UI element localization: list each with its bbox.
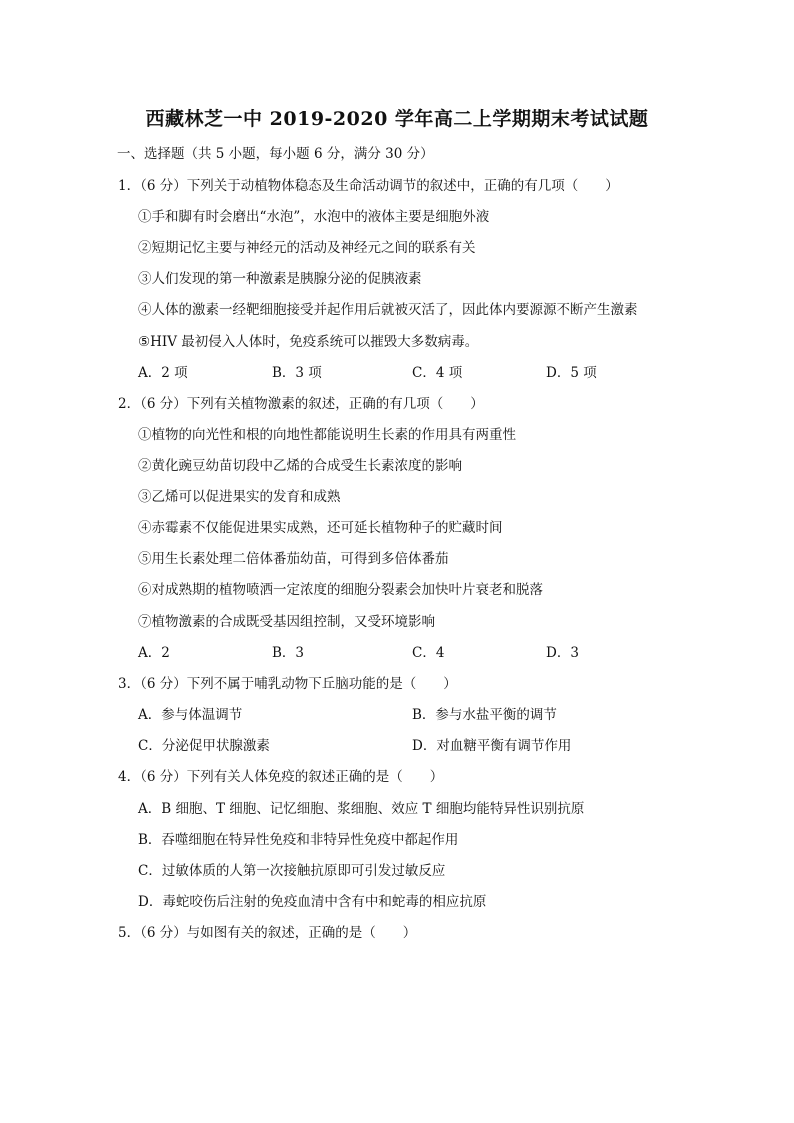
- question-2-choice-a: A．2: [138, 645, 170, 661]
- question-1-stem: 1．（6 分）下列关于动植物体稳态及生命活动调节的叙述中，正确的有几项（ ）: [118, 178, 619, 194]
- question-4-choice-a: A．B 细胞、T 细胞、记忆细胞、浆细胞、效应 T 细胞均能特异性识别抗原: [138, 801, 585, 817]
- question-1-item-3: ③人们发现的第一种激素是胰腺分泌的促胰液素: [138, 271, 422, 287]
- question-2-item-1: ①植物的向光性和根的向地性都能说明生长素的作用具有两重性: [138, 427, 516, 443]
- question-3-choice-a: A．参与体温调节: [138, 707, 243, 723]
- question-1-item-4: ④人体的激素一经靶细胞接受并起作用后就被灭活了，因此体内要源源不断产生激素: [138, 302, 638, 318]
- question-2-item-6: ⑥对成熟期的植物喷洒一定浓度的细胞分裂素会加快叶片衰老和脱落: [138, 582, 543, 598]
- question-2-item-3: ③乙烯可以促进果实的发育和成熟: [138, 489, 341, 505]
- question-1-choice-c: C．4 项: [412, 365, 463, 381]
- question-3-stem: 3．（6 分）下列不属于哺乳动物下丘脑功能的是（ ）: [118, 676, 457, 692]
- question-1-choice-a: A．2 项: [138, 365, 188, 381]
- question-2-item-2: ②黄化豌豆幼苗切段中乙烯的合成受生长素浓度的影响: [138, 458, 462, 474]
- question-2-choice-b: B．3: [272, 645, 305, 661]
- page-title: 西藏林芝一中 2019-2020 学年高二上学期期末考试试题: [145, 108, 649, 130]
- question-1-item-2: ②短期记忆主要与神经元的活动及神经元之间的联系有关: [138, 240, 476, 256]
- question-3-choice-c: C．分泌促甲状腺激素: [138, 738, 270, 754]
- question-3-choice-b: B．参与水盐平衡的调节: [412, 707, 557, 723]
- question-1-item-1: ①手和脚有时会磨出“水泡”，水泡中的液体主要是细胞外液: [138, 209, 490, 225]
- question-2-item-4: ④赤霉素不仅能促进果实成熟，还可延长植物种子的贮藏时间: [138, 520, 503, 536]
- question-4-choice-d: D．毒蛇咬伤后注射的免疫血清中含有中和蛇毒的相应抗原: [138, 894, 487, 910]
- question-1-choice-b: B．3 项: [272, 365, 322, 381]
- section-heading: 一、选择题（共 5 小题，每小题 6 分，满分 30 分）: [117, 146, 434, 162]
- question-4-choice-b: B．吞噬细胞在特异性免疫和非特异性免疫中都起作用: [138, 832, 459, 848]
- question-4-stem: 4．（6 分）下列有关人体免疫的叙述正确的是（ ）: [118, 769, 444, 785]
- question-5-stem: 5．（6 分）与如图有关的叙述，正确的是（ ）: [118, 925, 417, 941]
- question-2-item-5: ⑤用生长素处理二倍体番茄幼苗，可得到多倍体番茄: [138, 551, 449, 567]
- question-2-choice-c: C．4: [412, 645, 445, 661]
- question-2-choice-d: D．3: [546, 645, 579, 661]
- question-1-choice-d: D．5 项: [546, 365, 597, 381]
- question-1-item-5: ⑤HIV 最初侵入人体时，免疫系统可以摧毁大多数病毒。: [138, 334, 479, 350]
- question-3-choice-d: D．对血糖平衡有调节作用: [412, 738, 572, 754]
- question-2-item-7: ⑦植物激素的合成既受基因组控制，又受环境影响: [138, 614, 435, 630]
- question-4-choice-c: C．过敏体质的人第一次接触抗原即可引发过敏反应: [138, 863, 446, 879]
- question-2-stem: 2．（6 分）下列有关植物激素的叙述，正确的有几项（ ）: [118, 396, 484, 412]
